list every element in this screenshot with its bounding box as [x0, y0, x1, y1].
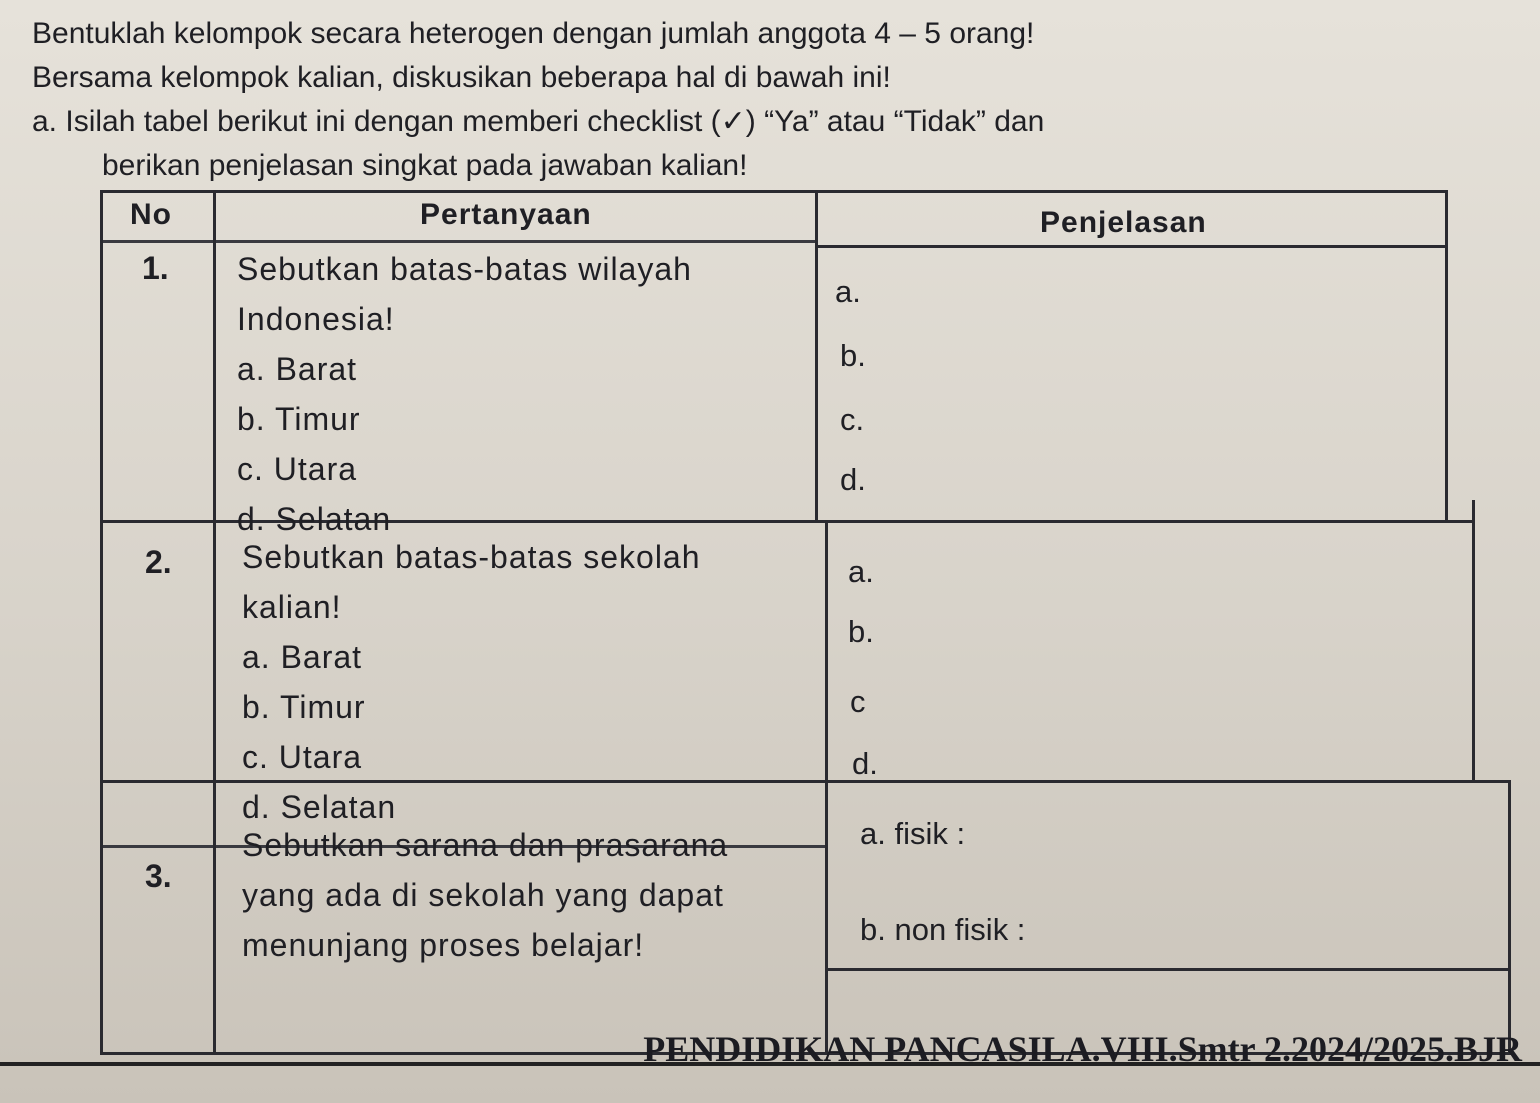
table-border: [815, 245, 1445, 248]
instruction-line-4: berikan penjelasan singkat pada jawaban kalian!: [102, 149, 748, 182]
question-line: Sebutkan batas-batas wilayah: [237, 251, 692, 287]
question-line: c. Utara: [242, 739, 363, 775]
question-line: Sebutkan sarana dan prasarana: [242, 827, 729, 863]
question-line: kalian!: [242, 589, 342, 625]
instruction-line-1: Bentuklah kelompok secara heterogen dengan jumlah anggota 4 – 5 orang!: [32, 17, 1035, 50]
question-line: menunjang proses belajar!: [242, 927, 645, 963]
instruction-line-3: a. Isilah tabel berikut ini dengan memberi checklist (✓) “Ya” atau “Tidak” dan: [32, 105, 1045, 138]
answer-slot[interactable]: b.: [840, 338, 866, 373]
table-border: [100, 240, 815, 243]
instruction-line-2: Bersama kelompok kalian, diskusikan beberapa hal di bawah ini!: [32, 61, 891, 94]
question-text: [237, 244, 692, 544]
question-line: a. Barat: [237, 351, 358, 387]
table-border: [100, 190, 103, 1055]
question-line: b. Timur: [242, 689, 366, 725]
question-line: Indonesia!: [237, 301, 395, 337]
row-number: 2.: [145, 544, 172, 580]
question-line: a. Barat: [242, 639, 363, 675]
answer-slot[interactable]: c: [850, 684, 866, 719]
question-text: [242, 820, 728, 970]
answer-slot[interactable]: c.: [840, 402, 865, 437]
table-border: [100, 190, 1445, 193]
answer-slot[interactable]: a. fisik :: [860, 816, 966, 851]
table-border: [213, 190, 216, 1055]
answer-slot[interactable]: b.: [848, 614, 874, 649]
table-border: [1445, 190, 1448, 520]
question-line: Sebutkan batas-batas sekolah: [242, 539, 701, 575]
page-footer: [0, 1029, 1540, 1103]
row-number: 1.: [142, 250, 169, 286]
answer-slot[interactable]: d.: [840, 462, 866, 497]
header-explanation: Penjelasan: [1040, 206, 1207, 239]
question-line: yang ada di sekolah yang dapat: [242, 877, 724, 913]
worksheet-table: [100, 190, 1500, 1055]
answer-slot[interactable]: a.: [848, 554, 874, 589]
question-text: [242, 532, 701, 832]
question-line: c. Utara: [237, 451, 358, 487]
answer-slot[interactable]: b. non fisik :: [860, 912, 1026, 947]
table-border: [1508, 780, 1511, 1055]
table-border: [825, 968, 1508, 971]
table-border: [815, 190, 818, 520]
question-line: d. Selatan: [242, 789, 397, 825]
answer-slot[interactable]: d.: [852, 746, 878, 781]
table-border: [825, 520, 828, 1055]
answer-slot[interactable]: a.: [835, 274, 861, 309]
row-number: 3.: [145, 858, 172, 894]
header-no: No: [130, 198, 172, 231]
footer-code: PENDIDIKAN PANCASILA.VIII.Smtr 2.2024/2025.BJR: [643, 1029, 1522, 1069]
header-question: Pertanyaan: [420, 198, 592, 231]
table-border: [1472, 500, 1475, 782]
question-line: d. Selatan: [237, 501, 392, 537]
instructions: [32, 12, 1512, 188]
question-line: b. Timur: [237, 401, 361, 437]
